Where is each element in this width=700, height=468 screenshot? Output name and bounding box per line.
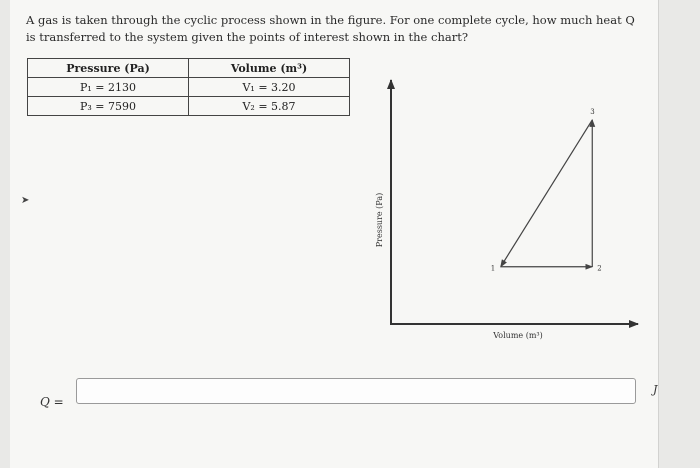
mouse-pointer-icon: ➤ [21, 195, 30, 206]
table-cell: P₃ = 7590 [28, 97, 189, 116]
pv-chart [366, 70, 646, 350]
table-row [28, 78, 350, 97]
table-cell: V₁ = 3.20 [189, 78, 350, 97]
table-cell: P₁ = 2130 [28, 78, 189, 97]
x-axis-label: Volume (m³) [493, 331, 543, 340]
y-axis-label: Pressure (Pa) [375, 192, 384, 248]
column-header-volume: Volume (m³) [189, 59, 350, 78]
column-header-pressure: Pressure (Pa) [28, 59, 189, 78]
table-header-row [28, 59, 350, 78]
cycle-segment-3-1 [501, 120, 593, 267]
point-label-3: 3 [590, 107, 595, 116]
data-table [27, 58, 350, 116]
table-row [28, 97, 350, 116]
question-text: A gas is taken through the cyclic process shown in the figure. For one complete cycle, how much heat Q is transferred to the system given the points of interest shown in the chart? [26, 13, 635, 44]
question-panel [10, 0, 659, 468]
answer-unit: J [653, 383, 658, 396]
table-cell: V₂ = 5.87 [189, 97, 350, 116]
point-label-1: 1 [490, 264, 496, 273]
answer-label: Q = [40, 395, 64, 409]
answer-input[interactable] [76, 378, 636, 404]
point-label-2: 2 [597, 264, 602, 273]
